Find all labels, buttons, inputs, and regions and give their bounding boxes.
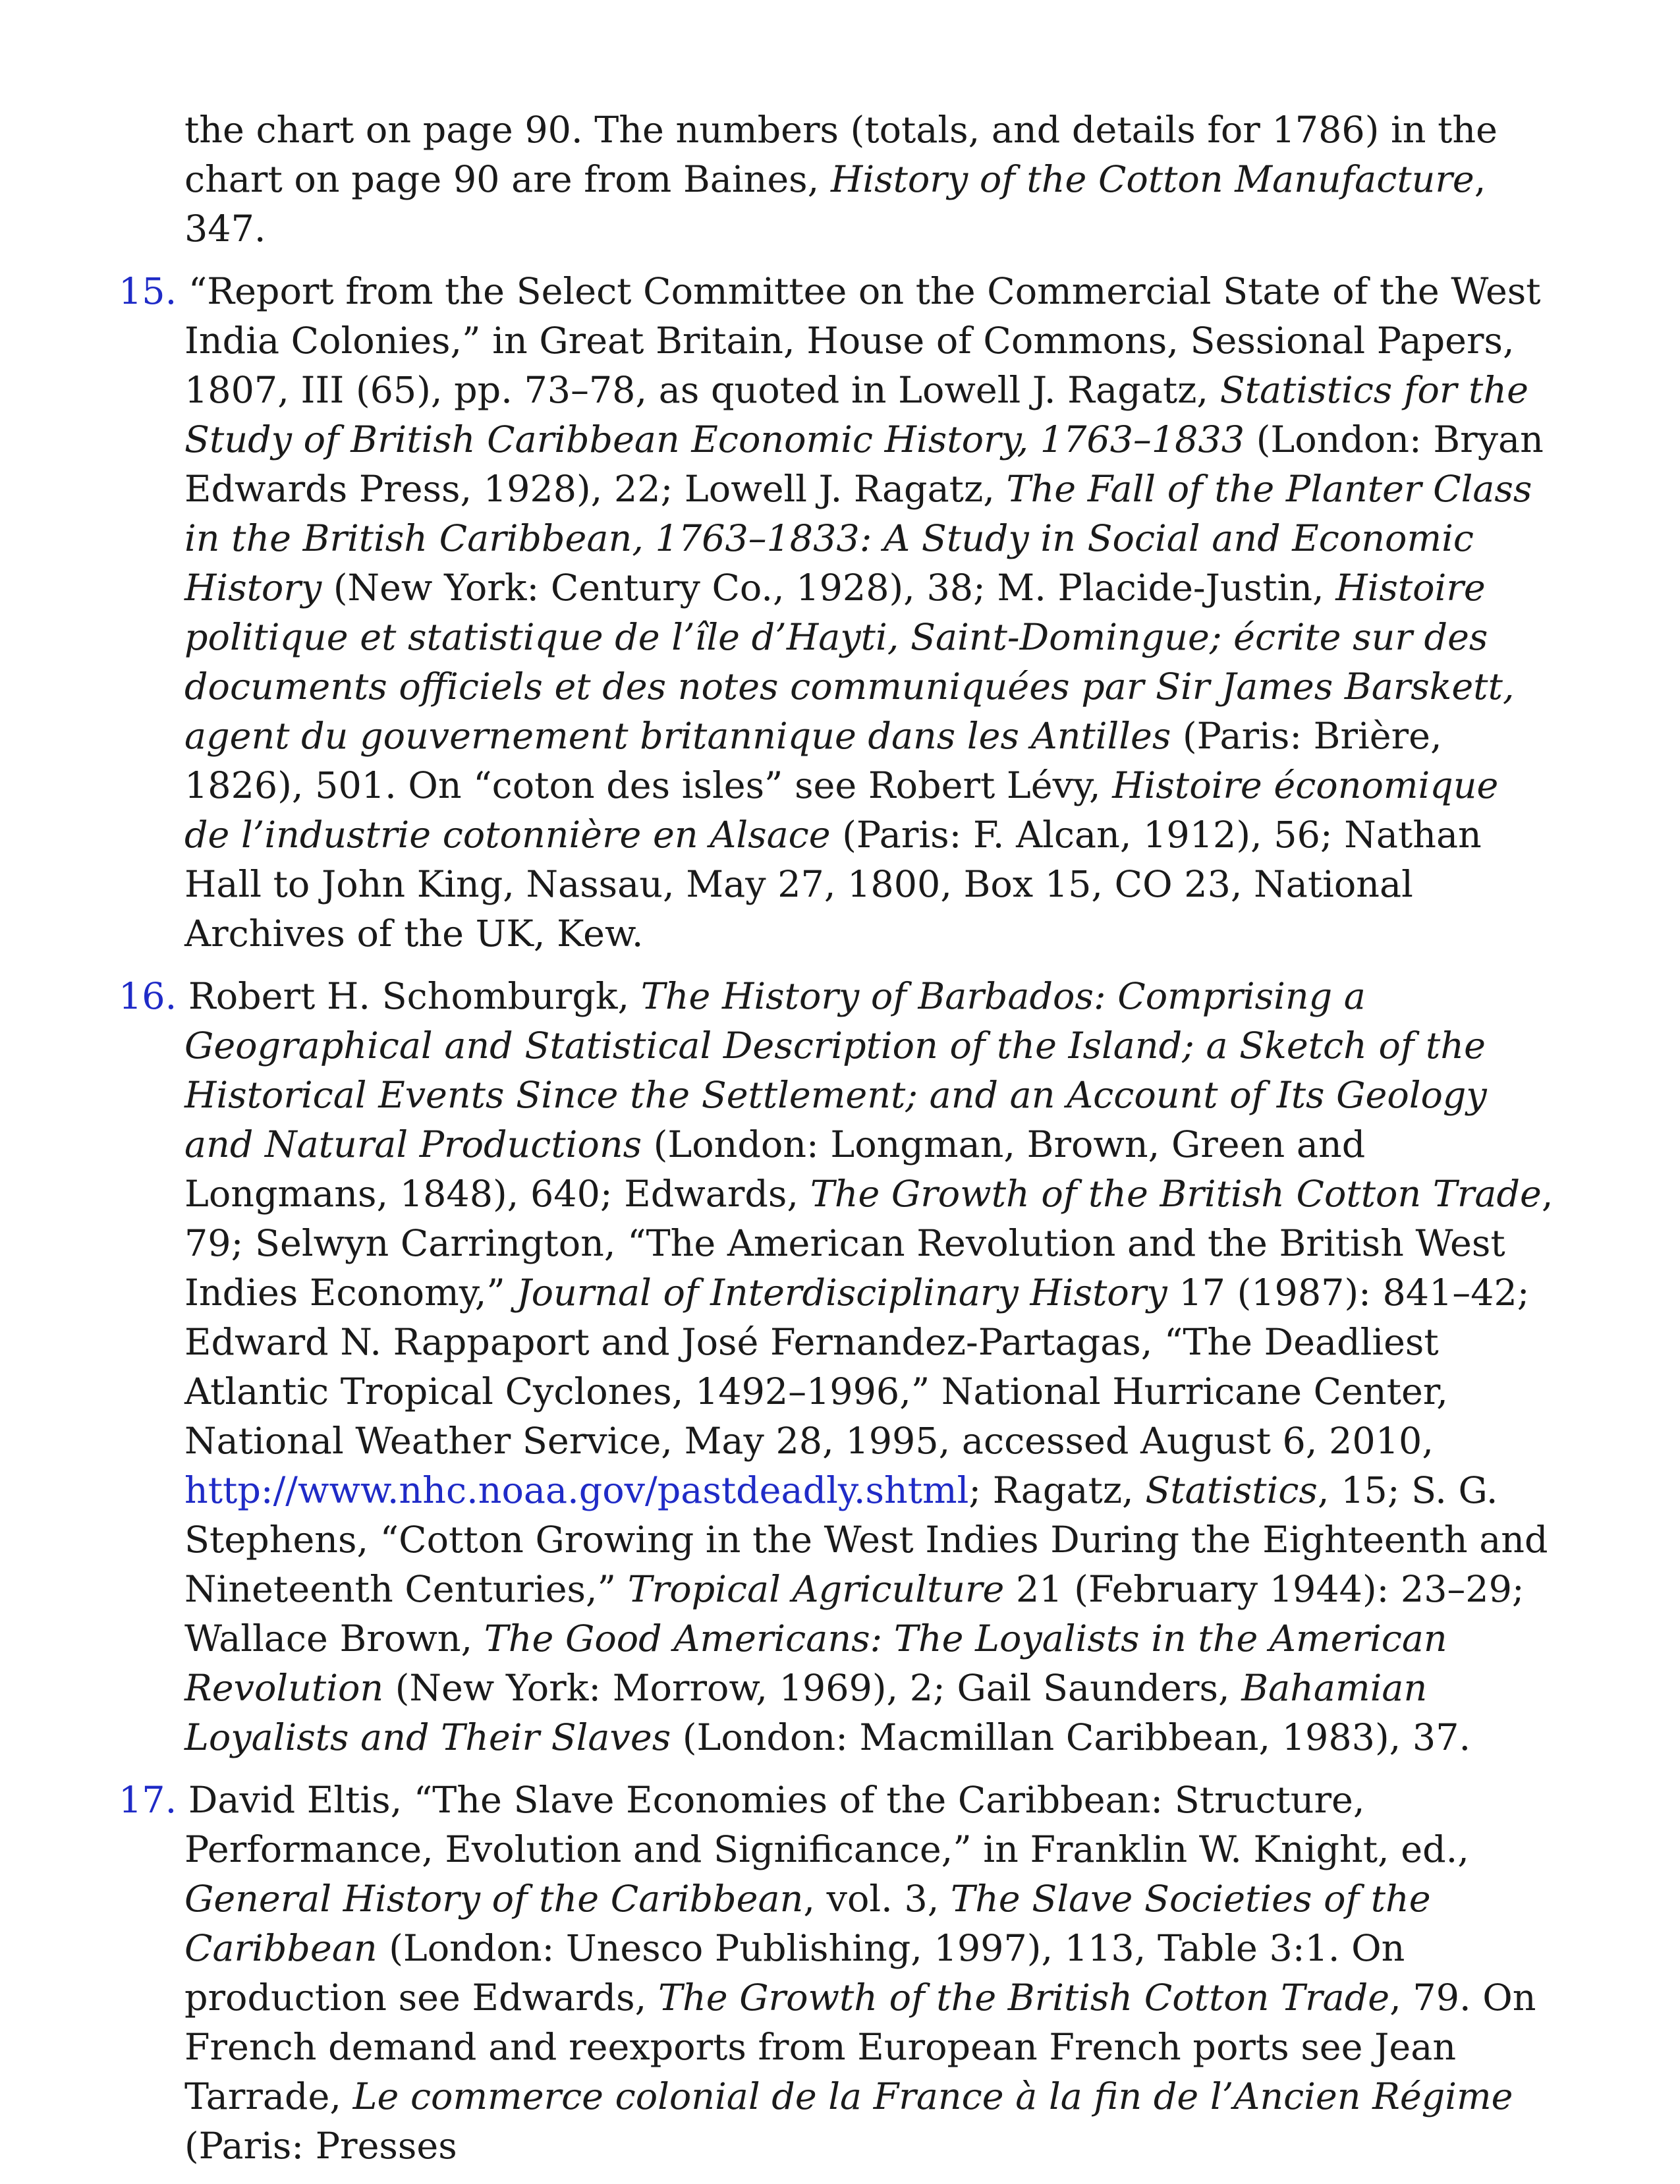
note-text: (New York: Morrow, 1969), 2; Gail Saunders, <box>383 1667 1242 1710</box>
journal-title: Journal of Interdisciplinary History <box>517 1272 1167 1314</box>
book-title: General History of the Caribbean <box>184 1878 804 1920</box>
book-title: The Good Americans: The Loyalists in the American Revolution <box>184 1617 1447 1710</box>
book-title: The Growth of the British Cotton Trade <box>810 1173 1542 1216</box>
book-title: The Fall of the Planter Class in the British Caribbean, 1763–1833: A Study in Social and Economic History <box>184 468 1532 609</box>
book-title: The Growth of the British Cotton Trade <box>658 1976 1390 2019</box>
note-text: (Paris: Brière, 1826), 501. On “coton des isles” see Robert Lévy, <box>184 715 1442 807</box>
note-text: the chart on page 90. The numbers (totals, and details for 1786) in the chart on page 90 are from Baines, <box>184 109 1498 201</box>
book-title: Bahamian Loyalists and Their Slaves <box>184 1667 1428 1759</box>
note-text: , 15; S. G. Stephens, “Cotton Growing in the West Indies During the Eighteenth and Nineteenth Centuries,” <box>184 1469 1548 1611</box>
book-title: Histoire économique de l’industrie cotonnière en Alsace <box>184 764 1499 856</box>
note-text: (London: Longman, Brown, Green and Longmans, 1848), 640; Edwards, <box>184 1123 1366 1216</box>
note-text: (London: Macmillan Caribbean, 1983), 37. <box>671 1716 1471 1759</box>
note-text: (London: Bryan Edwards Press, 1928), 22; Lowell J. Ragatz, <box>184 418 1544 511</box>
note-text: , 79; Selwyn Carrington, “The American Revolution and the British West Indies Economy,” <box>184 1173 1554 1314</box>
note-text: (Paris: F. Alcan, 1912), 56; Nathan Hall to John King, Nassau, May 27, 1800, Box 15, CO 23, National Archives of the UK, Kew. <box>184 814 1482 955</box>
book-title: Statistics for the Study of British Caribbean Economic History, 1763–1833 <box>184 369 1528 461</box>
note-text: David Eltis, “The Slave Economies of the Caribbean: Structure, Performance, Evolution and Significance,” in Franklin W. Knight, ed., <box>177 1779 1469 1871</box>
note-text: (New York: Century Co., 1928), 38; M. Placide-Justin, <box>322 567 1336 609</box>
endnotes-page <box>119 105 1555 2184</box>
note-text: 21 (February 1944): 23–29; Wallace Brown, <box>184 1568 1525 1660</box>
note-text: , 79. On French demand and reexports from European French ports see Jean Tarrade, <box>184 1976 1536 2118</box>
journal-title: Tropical Agriculture <box>627 1568 1005 1611</box>
note-number-15[interactable]: 15. <box>119 270 177 313</box>
note-17 <box>119 1776 1555 2171</box>
note-15 <box>119 267 1555 959</box>
note-text: (Paris: Presses <box>184 2125 457 2168</box>
note-14-continuation <box>119 105 1555 254</box>
note-text: , 347. <box>184 158 1486 250</box>
note-text: , vol. 3, <box>803 1878 951 1920</box>
nhc-url-link[interactable]: http://www.nhc.noaa.gov/pastdeadly.shtml <box>184 1469 969 1512</box>
book-title: Histoire politique et statistique de l’île d’Hayti, Saint-Domingue; écrite sur des documents officiels et des notes communiquées par Sir James Barskett, agent du gouvernement britannique dans les Antilles <box>184 567 1515 758</box>
book-title: Le commerce colonial de la France à la fin de l’Ancien Régime <box>352 2075 1513 2118</box>
book-title: The History of Barbados: Comprising a Geographical and Statistical Description of the Island; a Sketch of the Historical Events Since the Settlement; and an Account of Its Geology and Natural Productions <box>184 975 1487 1166</box>
book-title: Statistics <box>1145 1469 1318 1512</box>
note-number-17[interactable]: 17. <box>119 1779 177 1822</box>
note-text: (London: Unesco Publishing, 1997), 113, Table 3:1. On production see Edwards, <box>184 1927 1405 2019</box>
note-text: Robert H. Schomburgk, <box>177 975 641 1018</box>
note-text: “Report from the Select Committee on the Commercial State of the West India Colonies,” in Great Britain, House of Commons, Sessional Papers, 1807, III (65), pp. 73–78, as quoted in Lowell J. Ragatz, <box>177 270 1541 412</box>
note-text: 17 (1987): 841–42; Edward N. Rappaport and José Fernandez-Partagas, “The Deadliest Atlantic Tropical Cyclones, 1492–1996,” National Hurricane Center, National Weather Service, May 28, 1995, accessed August 6, 2010, <box>184 1272 1530 1463</box>
note-number-16[interactable]: 16. <box>119 975 177 1018</box>
note-text: ; Ragatz, <box>968 1469 1146 1512</box>
book-title: History of the Cotton Manufacture <box>830 158 1474 201</box>
book-title: The Slave Societies of the Caribbean <box>184 1878 1431 1970</box>
note-16 <box>119 972 1555 1762</box>
